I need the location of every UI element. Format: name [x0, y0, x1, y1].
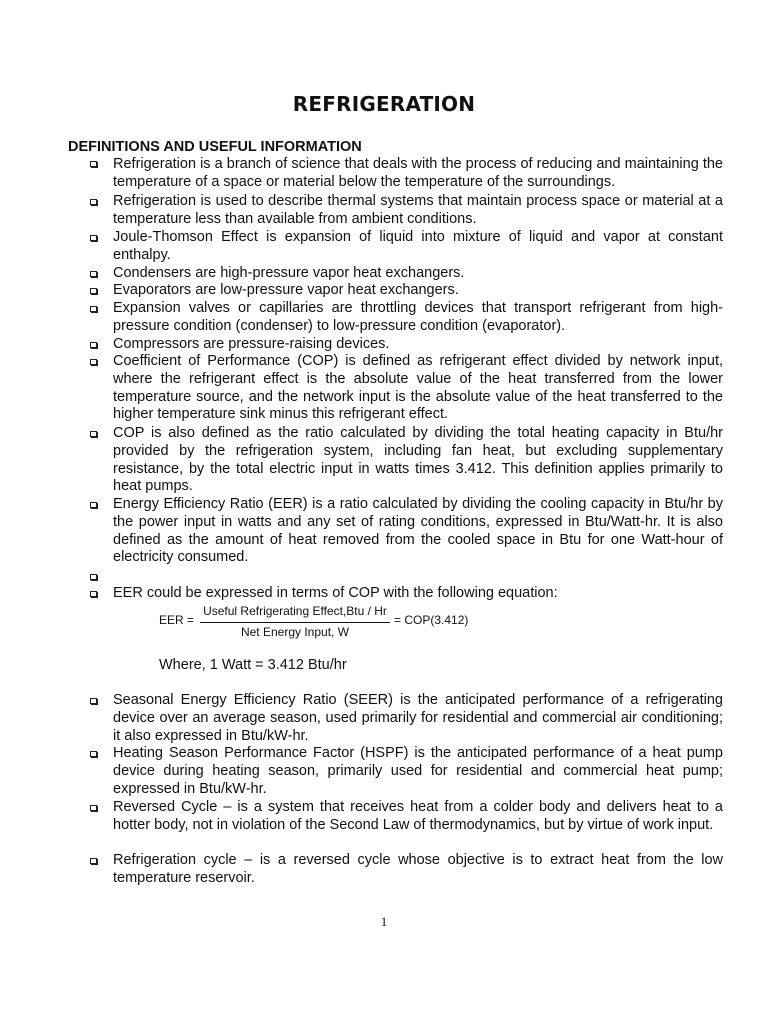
list-item-text: Seasonal Energy Efficiency Ratio (SEER) is the anticipated performance of a refrigerating device over an average season, used primarily for residential and commercial air conditioning; it also expressed in Btu/kW-hr. — [113, 692, 723, 744]
list-item-text: Reversed Cycle – is a system that receives heat from a colder body and delivers heat to a hotter body, not in violation of the Second Law of thermodynamics, but by virtue of work input. — [113, 799, 723, 833]
square-bullet-icon — [90, 858, 97, 864]
list-item-text: Refrigeration is used to describe thermal systems that maintain process space or material at a temperature less than available from ambient conditions. — [113, 193, 723, 227]
section-heading: DEFINITIONS AND USEFUL INFORMATION — [68, 139, 362, 155]
square-bullet-icon — [90, 342, 97, 348]
list-item-text: COP is also defined as the ratio calculated by dividing the total heating capacity in Btu/hr provided by the refrigeration system, including fan heat, but excluding supplementary resistance, by the total electric input in watts times 3.412. This definition applies primarily to heat pumps. — [113, 425, 723, 495]
square-bullet-icon — [90, 698, 97, 704]
square-bullet-icon — [90, 502, 97, 508]
page-number: 1 — [380, 914, 388, 929]
square-bullet-icon — [90, 591, 97, 597]
equation-numerator: Useful Refrigerating Effect,Btu / Hr — [203, 604, 387, 618]
list-item-text: Joule-Thomson Effect is expansion of liquid into mixture of liquid and vapor at constant enthalpy. — [113, 229, 723, 263]
page-title: REFRIGERATION — [292, 92, 476, 116]
equation-denominator: Net Energy Input, W — [240, 625, 350, 639]
list-item-text: Energy Efficiency Ratio (EER) is a ratio calculated by dividing the cooling capacity in Btu/hr by the power input in watts and any set of rating conditions, expressed in Btu/Watt-hr. It is also defined as the amount of heat removed from the cooled space in Btu for one Watt-hour of electricity consumed. — [113, 496, 723, 566]
list-item-text: Coefficient of Performance (COP) is defined as refrigerant effect divided by network input, where the refrigerant effect is the absolute value of the heat transferred from the lower temperature source, and the network input is the absolute value of the heat transferred to the higher temperature sink minus this refrigerant effect. — [113, 353, 723, 423]
square-bullet-icon — [90, 359, 97, 365]
square-bullet-icon — [90, 751, 97, 757]
list-item-text: Expansion valves or capillaries are throttling devices that transport refrigerant from high-pressure condition (condenser) to low-pressure condition (evaporator). — [113, 300, 723, 334]
list-item-text: Refrigeration cycle – is a reversed cycle whose objective is to extract heat from the low temperature reservoir. — [113, 852, 723, 886]
where-note: Where, 1 Watt = 3.412 Btu/hr — [159, 657, 347, 673]
square-bullet-icon — [90, 574, 97, 580]
list-item-text: Refrigeration is a branch of science that deals with the process of reducing and maintaining the temperature of a space or material below the temperature of the surroundings. — [113, 156, 723, 190]
equation-lhs: EER = — [159, 613, 195, 627]
square-bullet-icon — [90, 235, 97, 241]
square-bullet-icon — [90, 288, 97, 294]
square-bullet-icon — [90, 199, 97, 205]
list-item-text: Compressors are pressure-raising devices. — [113, 336, 390, 352]
list-item-text: EER could be expressed in terms of COP with the following equation: — [113, 585, 558, 601]
square-bullet-icon — [90, 271, 97, 277]
square-bullet-icon — [90, 161, 97, 167]
list-item-text: Condensers are high-pressure vapor heat exchangers. — [113, 265, 465, 281]
square-bullet-icon — [90, 805, 97, 811]
square-bullet-icon — [90, 431, 97, 437]
square-bullet-icon — [90, 306, 97, 312]
fraction-bar — [200, 622, 390, 623]
list-item-text: Evaporators are low-pressure vapor heat exchangers. — [113, 282, 459, 298]
equation-rhs: = COP(3.412) — [394, 613, 469, 627]
list-item-text: Heating Season Performance Factor (HSPF) is the anticipated performance of a heat pump device during heating season, primarily used for residential and commercial heat pump; expressed in Btu/kW-hr. — [113, 745, 723, 797]
